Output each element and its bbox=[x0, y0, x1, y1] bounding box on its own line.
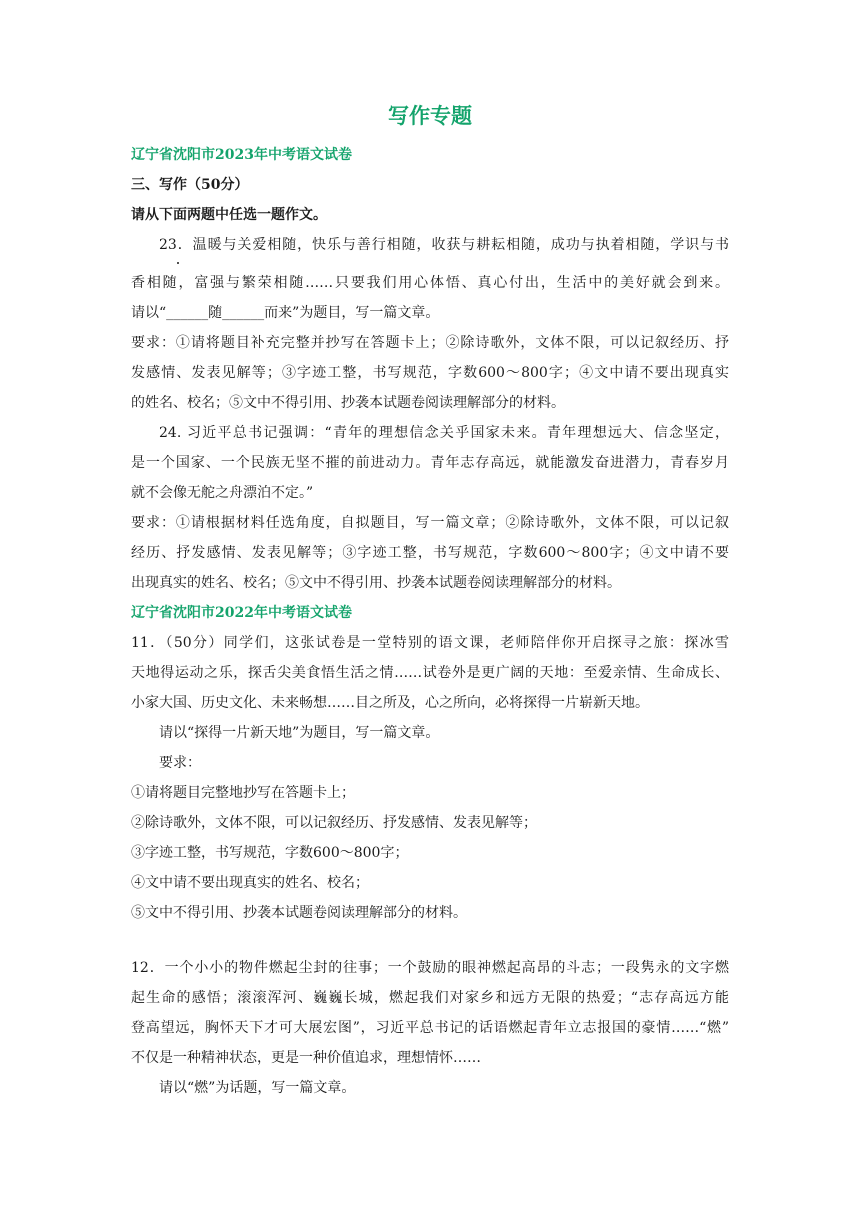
q23-requirement-line: 要求：①请将题目补充完整并抄写在答题卡上；②除诗歌外，文体不限，可以记叙经历、抒 bbox=[131, 335, 729, 351]
q11-requirement-item: ②除诗歌外，文体不限，可以记叙经历、抒发感情、发表见解等； bbox=[131, 815, 537, 831]
q23-prompt: 请以“______随______而来”为题目，写一篇文章。 bbox=[131, 305, 440, 321]
q12-text-line: 起生命的感悟；滚滚浑河、巍巍长城，燃起我们对家乡和远方无限的热爱；“志存高远方能 bbox=[131, 990, 729, 1006]
document-title: 写作专题 bbox=[388, 103, 472, 128]
q23-requirement-line: 发感情、发表见解等；③字迹工整，书写规范，字数600～800字；④文中请不要出现真实 bbox=[131, 365, 729, 381]
q24-requirement-line: 出现真实的姓名、校名；⑤文中不得引用、抄袭本试题卷阅读理解部分的材料。 bbox=[131, 575, 621, 591]
q11-requirement-label: 要求： bbox=[159, 755, 201, 771]
q24-text-line: 就不会像无舵之舟漂泊不定。” bbox=[131, 485, 314, 501]
q12-text-line: 登高望远，胸怀天下才可大展宏图”，习近平总书记的话语燃起青年立志报国的豪情……“燃” bbox=[131, 1020, 729, 1036]
q24-text-line: 24. 习近平总书记强调：“青年的理想信念关乎国家未来。青年理想远大、信念坚定， bbox=[159, 425, 729, 441]
exam-source-2022: 辽宁省沈阳市2022年中考语文试卷 bbox=[131, 605, 352, 621]
q11-prompt: 请以“探得一片新天地”为题目，写一篇文章。 bbox=[159, 725, 440, 741]
section-heading: 三、写作（50分） bbox=[131, 177, 249, 193]
q11-requirement-item: ③字迹工整，书写规范，字数600～800字； bbox=[131, 845, 409, 861]
q11-requirement-item: ⑤文中不得引用、抄袭本试题卷阅读理解部分的材料。 bbox=[131, 905, 467, 921]
punctuation-dot bbox=[177, 262, 179, 264]
q24-requirement-line: 经历、抒发感情、发表见解等；③字迹工整，书写规范，字数600～800字；④文中请不要 bbox=[131, 545, 729, 561]
q24-text-line: 是一个国家、一个民族无坚不摧的前进动力。青年志存高远，就能激发奋进潜力，青春岁月 bbox=[131, 455, 729, 471]
q24-requirement-line: 要求：①请根据材料任选角度，自拟题目，写一篇文章；②除诗歌外，文体不限，可以记叙 bbox=[131, 515, 729, 531]
instruction-text: 请从下面两题中任选一题作文。 bbox=[131, 207, 327, 223]
q23-requirement-line: 的姓名、校名；⑤文中不得引用、抄袭本试题卷阅读理解部分的材料。 bbox=[131, 395, 565, 411]
q11-text-line: 天地得运动之乐，探舌尖美食悟生活之情……试卷外是更广阔的天地：至爱亲情、生命成长、 bbox=[131, 665, 729, 681]
q11-text-line: 小家大国、历史文化、未来畅想……目之所及，心之所向，必将探得一片崭新天地。 bbox=[131, 695, 649, 711]
q23-text-line: 23．温暖与关爱相随，快乐与善行相随，收获与耕耘相随，成功与执着相随，学识与书 bbox=[159, 237, 729, 253]
q11-requirement-item: ④文中请不要出现真实的姓名、校名； bbox=[131, 875, 369, 891]
q12-text-line: 12．一个小小的物件燃起尘封的往事；一个鼓励的眼神燃起高昂的斗志；一段隽永的文字燃 bbox=[131, 960, 729, 976]
q11-requirement-item: ①请将题目完整地抄写在答题卡上； bbox=[131, 785, 355, 801]
q11-text-line: 11．（50分）同学们，这张试卷是一堂特别的语文课，老师陪伴你开启探寻之旅：探冰雪 bbox=[131, 635, 729, 651]
q23-text-line: 香相随，富强与繁荣相随……只要我们用心体悟、真心付出，生活中的美好就会到来。 bbox=[131, 275, 729, 291]
exam-source-2023: 辽宁省沈阳市2023年中考语文试卷 bbox=[131, 147, 352, 163]
q12-text-line: 不仅是一种精神状态，更是一种价值追求，理想情怀…… bbox=[131, 1050, 481, 1066]
q12-prompt: 请以“燃”为话题，写一篇文章。 bbox=[159, 1080, 356, 1096]
